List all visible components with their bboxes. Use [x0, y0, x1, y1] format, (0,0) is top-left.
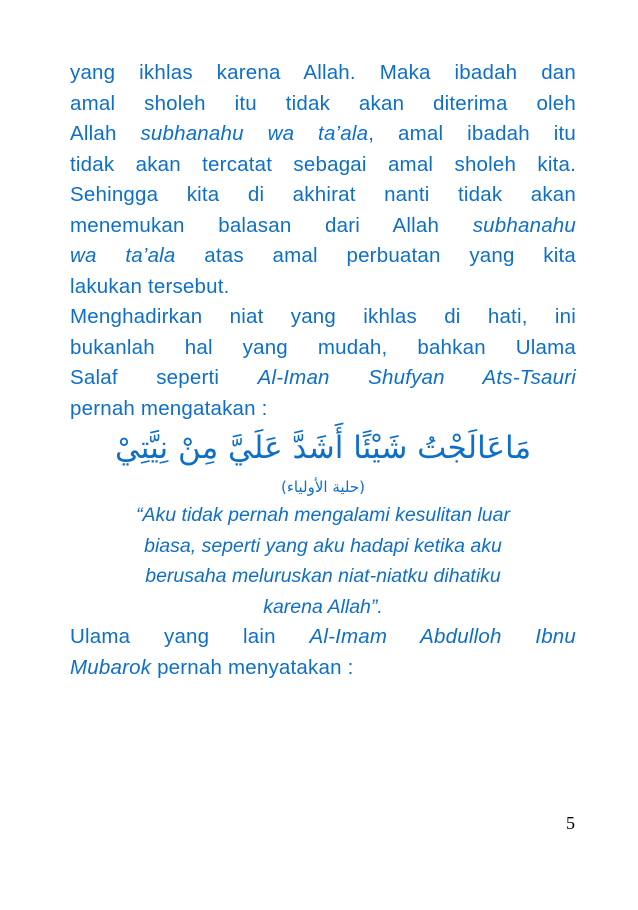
- text-span: Allah: [70, 122, 141, 145]
- paragraph-3: [70, 622, 576, 683]
- italic-term: Mubarok: [70, 655, 152, 679]
- paragraph-2: [70, 302, 576, 424]
- text-line: [70, 241, 576, 272]
- translation-line: “Aku tidak pernah mengalami kesulitan luar: [136, 504, 510, 526]
- text-span: , amal ibadah itu: [368, 122, 576, 145]
- arabic-source: (حلية الأولياء): [281, 478, 365, 496]
- italic-term: Al-Iman Shufyan Ats-Tsauri: [257, 366, 576, 389]
- text-span: amal sholeh itu tidak akan diterima oleh: [70, 91, 576, 115]
- translation-line: biasa, seperti yang aku hadapi ketika aku: [144, 534, 502, 557]
- text-span: Sehingga kita di akhirat nanti tidak akan: [70, 183, 576, 206]
- text-line: [70, 211, 576, 242]
- text-span: yang ikhlas karena Allah. Maka ibadah dan: [70, 61, 576, 84]
- text-line: [70, 119, 576, 150]
- text-span: atas amal perbuatan yang kita: [175, 244, 577, 267]
- arabic-quote: مَاعَالَجْتُ شَيْئًا أَشَدَّ عَلَيَّ مِنْ نِيَّتِيْ: [114, 430, 532, 466]
- page-body: [70, 58, 576, 683]
- italic-term: Al-Imam Abdulloh Ibnu: [309, 625, 577, 648]
- italic-term: wa ta’ala: [70, 244, 176, 267]
- text-line: [70, 150, 576, 181]
- text-span: tidak akan tercatat sebagai amal sholeh kita.: [70, 152, 576, 176]
- text-line: [70, 302, 576, 333]
- text-line: [70, 622, 576, 653]
- translation-line: karena Allah”.: [263, 595, 383, 618]
- text-line: [70, 180, 576, 211]
- text-line: [70, 394, 576, 425]
- text-span: pernah mengatakan :: [70, 396, 268, 420]
- text-span: bukanlah hal yang mudah, bahkan Ulama: [70, 335, 576, 359]
- text-line: [70, 58, 576, 89]
- text-line: [70, 653, 576, 684]
- paragraph-1: [70, 58, 576, 302]
- italic-term: subhanahu wa ta’ala: [140, 122, 369, 145]
- text-span: Menghadirkan niat yang ikhlas di hati, ini: [70, 305, 576, 328]
- page-number: 5: [566, 813, 575, 833]
- text-span: pernah menyatakan :: [151, 655, 354, 679]
- text-line: [70, 363, 576, 394]
- text-line: [70, 272, 576, 303]
- italic-term: subhanahu: [472, 213, 576, 237]
- text-line: [70, 333, 576, 364]
- text-span: Ulama yang lain: [70, 625, 310, 648]
- text-line: [70, 89, 576, 120]
- translation-block: [70, 500, 576, 622]
- text-span: Salaf seperti: [70, 366, 258, 389]
- translation-line: berusaha meluruskan niat-niatku dihatiku: [145, 565, 501, 587]
- text-span: lakukan tersebut.: [70, 274, 230, 298]
- text-span: menemukan balasan dari Allah: [70, 213, 473, 237]
